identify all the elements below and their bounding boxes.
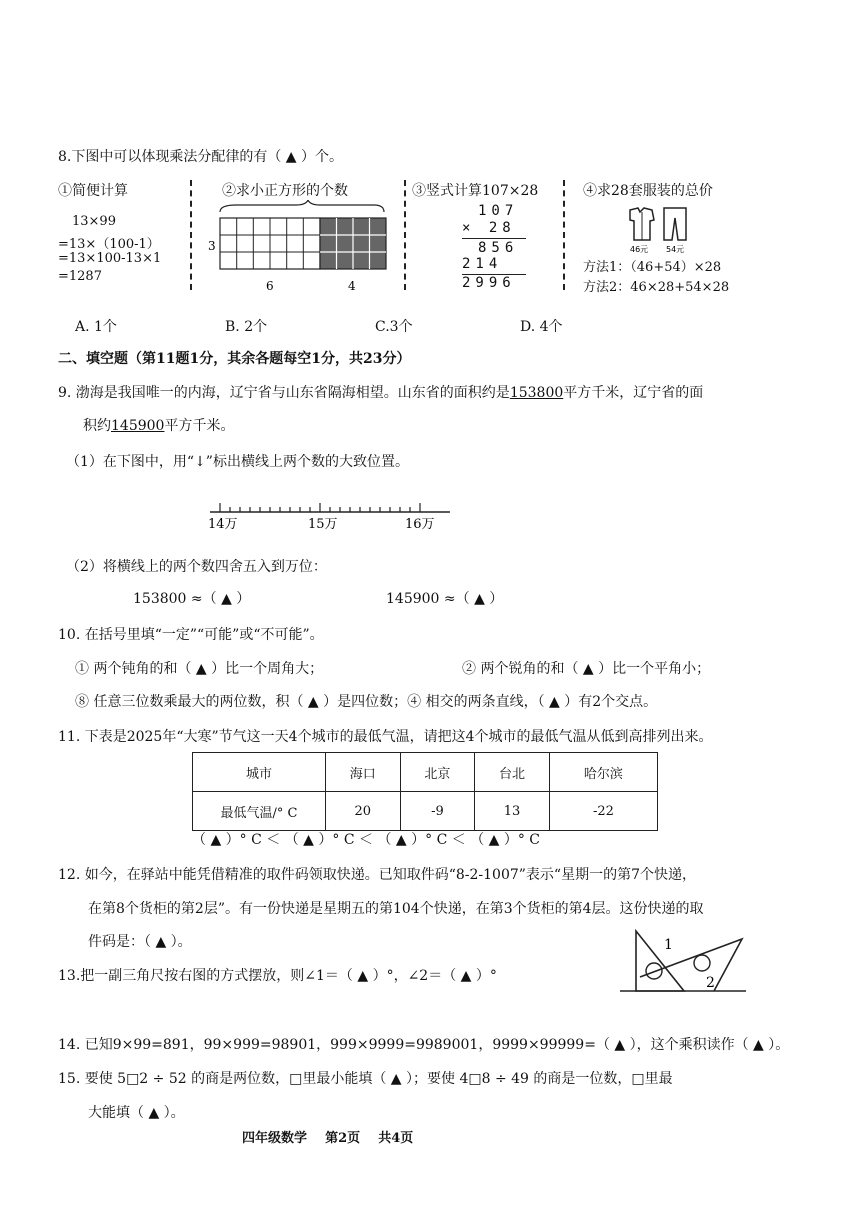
q10-item3: ⑧ 任意三位数乘最大的两位数，积（ ▲ ）是四位数；④ 相交的两条直线，（ ▲ ）有2个交点。 [75, 694, 658, 710]
cols-right-label: 4 [348, 279, 356, 293]
axis-label: 16万 [405, 517, 435, 532]
panel4-title: ④求28套服装的总价 [583, 183, 713, 199]
q9-sub2: （2）将横线上的两个数四舍五入到万位： [66, 559, 327, 575]
q9-sub1: （1）在下图中，用“↓”标出横线上两个数的大致位置。 [66, 454, 409, 470]
angle-1-label: 1 [664, 937, 673, 953]
q12-line2: 在第8个货柜的第2层”。有一份快递是星期五的第104个快递，在第3个货柜的第4层。这份快递的取 [88, 901, 704, 917]
divider [190, 180, 192, 290]
method1: 方法1：（46+54）×28 [583, 260, 722, 275]
q12-line3: 件码是：（ ▲ ）。 [88, 934, 192, 950]
table-cell: 20 [326, 792, 401, 831]
calc-line: =13×（100-1） [58, 237, 160, 252]
panel1-title: ①简便计算 [58, 183, 128, 199]
table-cell: -22 [549, 792, 657, 831]
q12-line1: 12. 如今，在驿站中能凭借精准的取件码领取快递。已知取件码“8-2-1007”表示“星期一的第7个快递， [58, 867, 696, 883]
cols-left-label: 6 [266, 279, 274, 293]
q10-stem: 10. 在括号里填“一定”“可能”或“不可能”。 [58, 627, 324, 643]
axis-label: 15万 [308, 517, 338, 532]
approx1: 153800 ≈（ ▲ ） [133, 591, 251, 607]
table-cell: 13 [475, 792, 550, 831]
q10-item2: ② 两个锐角的和（ ▲ ）比一个平角小； [462, 661, 711, 677]
table-cell: -9 [400, 792, 475, 831]
q9-line1: 9. 渤海是我国唯一的内海，辽宁省与山东省隔海相望。山东省的面积约是153800平方千米，辽宁省的面 [58, 385, 704, 401]
q10-item1: ① 两个钝角的和（ ▲ ）比一个周角大； [75, 661, 324, 677]
vertical-calc-line: 2996 [462, 275, 516, 291]
table-header: 北京 [400, 753, 475, 792]
q13-text: 13.把一副三角尺按右图的方式摆放，则∠1＝（ ▲ ）°，∠2＝（ ▲ ）° [58, 968, 497, 984]
table-row [193, 753, 658, 792]
q15-line1: 15. 要使 5□2 ÷ 52 的商是两位数，□里最小能填（ ▲ ）；要使 4□8 ÷ 49 的商是一位数，□里最 [58, 1071, 673, 1087]
approx2: 145900 ≈（ ▲ ） [386, 591, 504, 607]
calc-rule [462, 238, 526, 239]
vertical-calc-line: 214 [462, 256, 503, 272]
method2: 方法2：46×28+54×28 [583, 280, 730, 295]
price-label: 54元 [666, 245, 685, 254]
temperature-table [192, 752, 658, 831]
page-footer: 四年级数学 第2页 共4页 [242, 1131, 414, 1146]
panel3-title: ③竖式计算107×28 [412, 183, 539, 199]
section-heading: 二、填空题（第11题1分，其余各题每空1分，共23分） [58, 351, 411, 367]
number-line [200, 498, 460, 534]
q11-stem: 11. 下表是2025年“大寒”节气这一天4个城市的最低气温，请把这4个城市的最低气温从低到高排列出来。 [58, 729, 713, 745]
q9-line2: 积约145900平方千米。 [83, 418, 235, 434]
vertical-calc-line: × 28 [462, 220, 516, 236]
angle-2-label: 2 [706, 975, 715, 991]
table-header: 哈尔滨 [549, 753, 657, 792]
option-a: A. 1个 [75, 319, 117, 335]
table-header: 城市 [193, 753, 326, 792]
q11-answer: （ ▲ ）° C ＜ （ ▲ ）° C ＜ （ ▲ ）° C ＜ （ ▲ ）° C [192, 832, 541, 848]
vertical-calc-line: 856 [478, 240, 519, 256]
calc-line: =13×100-13×1 [58, 251, 162, 266]
price-label: 46元 [630, 245, 649, 254]
axis-label: 14万 [208, 517, 238, 532]
table-row [193, 792, 658, 831]
divider [404, 180, 406, 290]
clothing-icon [624, 206, 694, 254]
q8-stem: 8.下图中可以体现乘法分配律的有（ ▲ ）个。 [58, 149, 344, 165]
q14-text: 14. 已知9×99=891，99×999=98901，999×9999=9989001，9999×99999=（ ▲ ），这个乘积读作（ ▲ ）。 [58, 1037, 790, 1053]
divider [563, 180, 565, 290]
table-header: 海口 [326, 753, 401, 792]
calc-line: 13×99 [72, 214, 116, 229]
rows-label: 3 [208, 239, 216, 253]
option-d: D. 4个 [520, 319, 563, 335]
option-b: B. 2个 [225, 319, 268, 335]
table-header: 台北 [475, 753, 550, 792]
option-c: C.3个 [375, 319, 413, 335]
calc-line: =1287 [58, 269, 102, 284]
panel2-title: ②求小正方形的个数 [222, 183, 348, 199]
vertical-calc-line: 107 [478, 203, 519, 219]
square-grid-diagram [206, 200, 396, 295]
q15-line2: 大能填（ ▲ ）。 [88, 1105, 185, 1121]
set-square-diagram [618, 925, 748, 995]
table-cell: 最低气温/° C [193, 792, 326, 831]
